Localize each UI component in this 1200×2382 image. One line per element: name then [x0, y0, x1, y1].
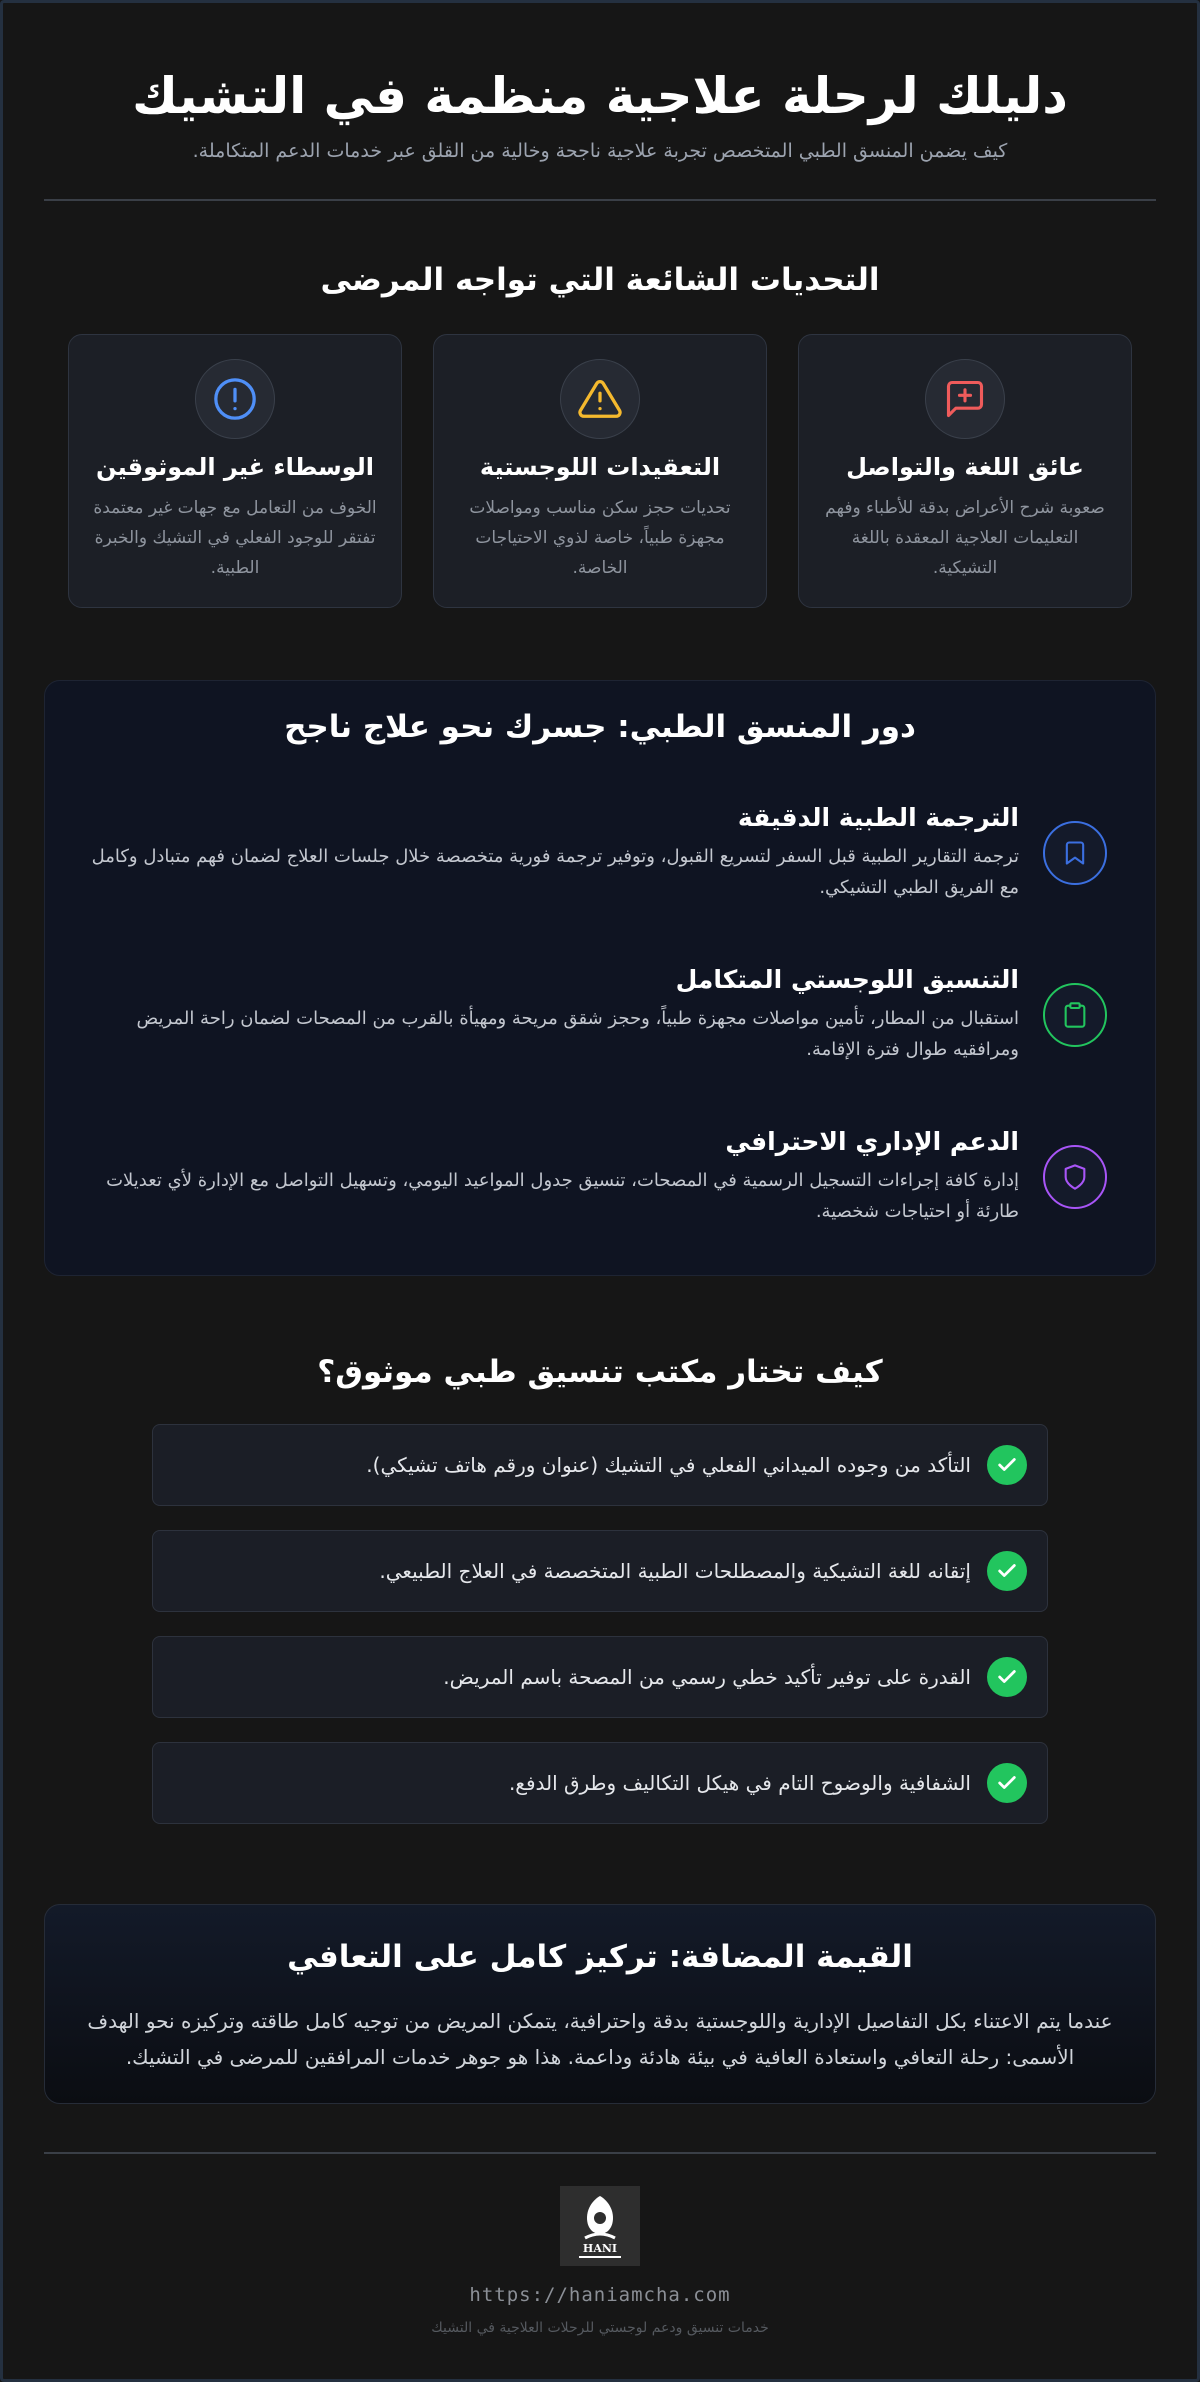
role-item-title: الترجمة الطبية الدقيقة — [737, 803, 1019, 832]
page-header — [44, 0, 1156, 200]
brand-logo — [560, 2186, 640, 2266]
check-icon — [987, 1551, 1027, 1591]
svg-text:HANI: HANI — [582, 2242, 618, 2255]
checklist-item — [152, 1530, 1048, 1612]
shield-icon — [1043, 1145, 1107, 1209]
checklist-item — [152, 1636, 1048, 1718]
challenge-text: تحديات حجز سكن مناسب ومواصلات مجهزة طبياً، خاصة لذوي الاحتياجات الخاصة. — [469, 498, 731, 578]
checklist-item-text: القدرة على توفير تأكيد خطي رسمي من المصحة باسم المريض. — [443, 1665, 971, 1689]
bookmark-icon — [1043, 821, 1107, 885]
challenge-card-logistics — [433, 334, 767, 608]
role-item-logistics — [85, 965, 1107, 1095]
challenge-card-intermediaries — [68, 334, 402, 608]
page-title: دليلك لرحلة علاجية منظمة في التشيك — [132, 67, 1068, 125]
checklist-item — [152, 1424, 1048, 1506]
alert-circle-icon — [195, 359, 275, 439]
footer-tagline: خدمات تنسيق ودعم لوجستي للرحلات العلاجية في التشيك — [431, 2320, 769, 2336]
coordinator-role-section — [44, 680, 1156, 1276]
logo-emblem-icon — [565, 2190, 635, 2262]
message-plus-icon — [925, 359, 1005, 439]
challenge-text: الخوف من التعامل مع جهات غير معتمدة تفتقر للوجود الفعلي في التشيك والخبرة الطبية. — [93, 498, 377, 578]
role-item-title: التنسيق اللوجستي المتكامل — [675, 965, 1019, 994]
role-item-text: إدارة كافة إجراءات التسجيل الرسمية في المصحات، تنسيق جدول المواعيد اليومي، وتسهيل التواصل مع الإدارة لأي تعديلات طارئة أو احتياجات شخصية. — [106, 1170, 1019, 1222]
role-item-text: استقبال من المطار، تأمين مواصلات مجهزة طبياً، وحجز شقق مريحة ومهيأة بالقرب من المصحات لضمان راحة المريض ومرافقيه طوال فترة الإقامة. — [136, 1008, 1019, 1060]
value-title: القيمة المضافة: تركيز كامل على التعافي — [287, 1939, 913, 1975]
header-divider — [44, 199, 1156, 201]
checklist-item — [152, 1742, 1048, 1824]
website-link[interactable]: https://haniamcha.com — [469, 2284, 731, 2306]
challenge-text: صعوبة شرح الأعراض بدقة للأطباء وفهم التعليمات العلاجية المعقدة باللغة التشيكية. — [825, 498, 1105, 578]
challenge-card-language — [798, 334, 1132, 608]
page-subtitle: كيف يضمن المنسق الطبي المتخصص تجربة علاجية ناجحة وخالية من القلق عبر خدمات الدعم المتكاملة. — [192, 140, 1008, 162]
value-section — [44, 1904, 1156, 2104]
role-item-admin — [85, 1127, 1107, 1257]
challenge-title: عائق اللغة والتواصل — [846, 453, 1084, 481]
check-icon — [987, 1763, 1027, 1803]
clipboard-icon — [1043, 983, 1107, 1047]
checklist-item-text: التأكد من وجوده الميداني الفعلي في التشيك (عنوان ورقم هاتف تشيكي). — [366, 1453, 971, 1477]
role-title: دور المنسق الطبي: جسرك نحو علاج ناجح — [284, 709, 916, 745]
role-item-text: ترجمة التقارير الطبية قبل السفر لتسريع القبول، وتوفير ترجمة فورية متخصصة خلال جلسات العلاج لضمان فهم متبادل وكامل مع الفريق الطبي التشيكي. — [91, 846, 1019, 898]
checklist-item-text: إتقانه للغة التشيكية والمصطلحات الطبية المتخصصة في العلاج الطبيعي. — [379, 1559, 971, 1583]
challenge-title: التعقيدات اللوجستية — [479, 453, 721, 481]
checklist-title: كيف تختار مكتب تنسيق طبي موثوق؟ — [317, 1354, 883, 1390]
role-item-title: الدعم الإداري الاحترافي — [725, 1127, 1019, 1156]
checklist-item-text: الشفافية والوضوح التام في هيكل التكاليف وطرق الدفع. — [508, 1771, 971, 1795]
footer-divider — [44, 2152, 1156, 2154]
warning-triangle-icon — [560, 359, 640, 439]
challenges-title: التحديات الشائعة التي تواجه المرضى — [320, 262, 880, 298]
challenge-title: الوسطاء غير الموثوقين — [96, 453, 374, 481]
check-icon — [987, 1657, 1027, 1697]
check-icon — [987, 1445, 1027, 1485]
role-item-translation — [85, 803, 1107, 933]
value-text: عندما يتم الاعتناء بكل التفاصيل الإدارية واللوجستية بدقة واحترافية، يتمكن المريض من توجيه كامل طاقته وتركيزه نحو الهدف الأسمى: رحلة التعافي واستعادة العافية في بيئة هادئة وداعمة. هذا هو جوهر خدمات المرافقين للمرضى في التشيك. — [87, 2009, 1113, 2069]
challenges-cards — [68, 334, 1132, 608]
